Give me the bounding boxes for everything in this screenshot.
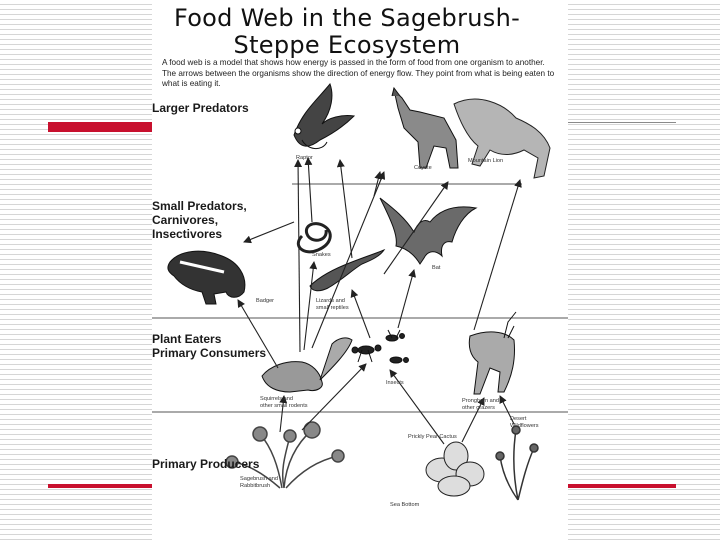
- prickly-pear-icon: [426, 442, 484, 496]
- level-primary-producers: Primary Producers: [152, 457, 260, 471]
- arrow-squirrel-to-coyote: [312, 172, 384, 348]
- level-larger-predators: Larger Predators: [152, 101, 249, 115]
- label-snakes: Snakes: [312, 252, 331, 258]
- snake-icon: [298, 224, 330, 252]
- label-squirrels-line-1: Squirrels and: [260, 396, 293, 402]
- badger-icon: [168, 251, 245, 304]
- label-sagebrush-line-2: Rabbitbrush: [240, 482, 271, 489]
- arrow-insects-to-bat: [398, 270, 414, 328]
- level-small-predators-line-1: Small Predators,: [152, 199, 247, 213]
- label-lizards-line-2: small reptiles: [316, 304, 349, 311]
- label-squirrels: [260, 396, 308, 409]
- intro-paragraph: A food web is a model that shows how energy is passed in the form of food from one organism to another. The arrows between the organisms show the direction of energy flow. They point from what is being eaten to what is eating it.: [162, 58, 555, 88]
- food-web-sheet: [152, 0, 568, 540]
- level-plant-eaters-line-1: Plant Eaters: [152, 332, 222, 346]
- label-prickly-pear: Prickly Pear Cactus: [408, 434, 457, 440]
- label-lizards: [316, 298, 349, 311]
- label-wildflowers: [510, 416, 539, 429]
- label-pronghorn-line-2: other grazers: [462, 404, 495, 411]
- label-wildflowers-line-1: Desert: [510, 416, 527, 422]
- label-mountain-lion: Mountain Lion: [468, 158, 504, 164]
- red-accent-bar-left: [48, 122, 152, 132]
- level-plant-eaters: [152, 332, 266, 360]
- label-pronghorn: [462, 398, 499, 411]
- squirrel-icon: [262, 338, 352, 392]
- bat-icon: [380, 198, 476, 264]
- raptor-icon: [294, 84, 354, 149]
- arrow-snake-to-raptor: [308, 158, 312, 222]
- arrow-insects-to-lizard: [352, 290, 370, 338]
- label-insects: Insects: [386, 380, 404, 386]
- wildflower-icon: [496, 426, 538, 500]
- label-wildflowers-line-2: Wildflowers: [510, 422, 539, 429]
- label-pronghorn-line-1: Pronghorn and: [462, 398, 500, 404]
- diagram-title-line-2: Steppe Ecosystem: [233, 31, 461, 59]
- level-small-predators: [152, 199, 247, 241]
- mountain-lion-icon: [454, 99, 550, 178]
- red-accent-bar-bottom-left: [48, 484, 152, 488]
- arrow-squirrel-to-raptor: [298, 160, 300, 352]
- ants-icon: [352, 330, 409, 363]
- level-small-predators-line-2: Carnivores,: [152, 213, 219, 227]
- arrow-lizard-to-raptor: [340, 160, 352, 258]
- coyote-icon: [392, 88, 458, 168]
- label-sagebrush: [240, 476, 278, 489]
- label-coyote: Coyote: [414, 165, 432, 171]
- arrow-snake-to-level: [244, 222, 294, 242]
- label-badger: Badger: [256, 298, 275, 304]
- level-small-predators-line-3: Insectivores: [152, 227, 223, 241]
- label-lizards-line-1: Lizards and: [316, 298, 345, 304]
- label-sea-bottom: Sea Bottom: [390, 502, 420, 508]
- diagram-title-line-1: Food Web in the Sagebrush-: [173, 4, 521, 32]
- arrow-pronghorn-to-lion: [474, 180, 520, 330]
- label-raptor: Raptor: [296, 155, 313, 161]
- label-bat: Bat: [432, 265, 441, 271]
- accent-line-right: [568, 122, 676, 123]
- red-accent-bar-bottom-right: [568, 484, 676, 488]
- arrow-squirrel-to-snake: [304, 262, 314, 350]
- level-plant-eaters-line-2: Primary Consumers: [152, 346, 267, 360]
- label-sagebrush-line-1: Sagebrush and: [240, 476, 278, 482]
- label-squirrels-line-2: other small rodents: [260, 402, 308, 409]
